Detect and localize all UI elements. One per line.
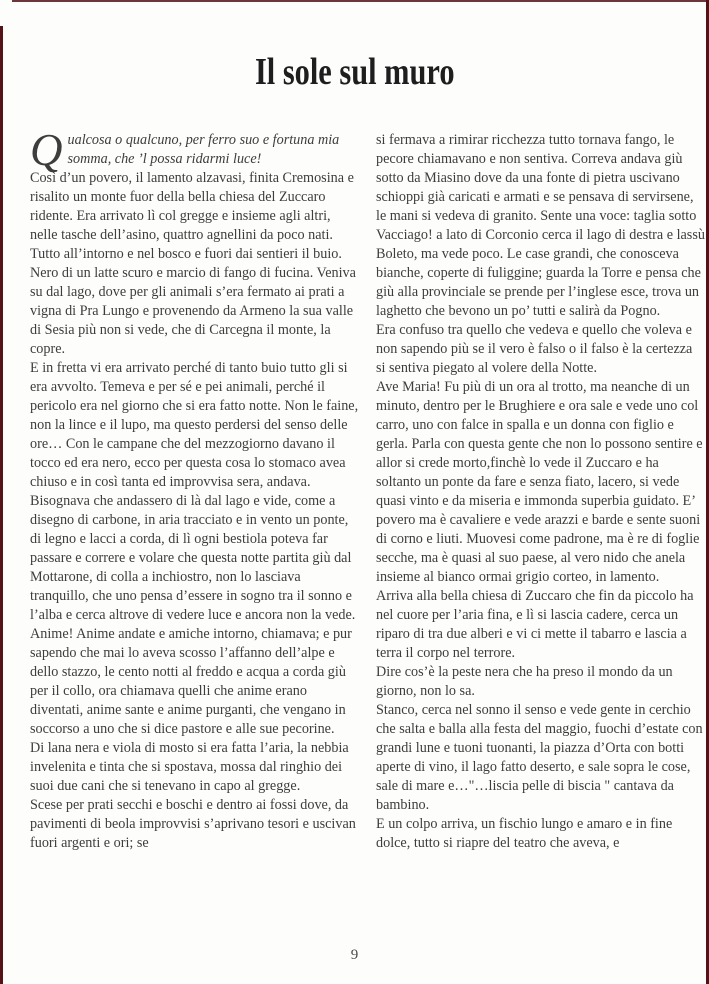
paragraph: Scese per prati secchi e boschi e dentro ai fossi dove, da pavimenti di beola improvvisi s’aprivano tesori e uscivan fuori argenti e ori; se [30,797,356,851]
right-column [376,131,705,853]
opening-paragraph [30,125,359,175]
paragraph: Stanco, cerca nel sonno il senso e vede gente in cerchio che salta e balla alla festa del maggio, fuochi d’estate con grandi lune e tuoni tuonanti, la piazza d’Orta con botti aperte di vino, il lago fatto deserto, e sale sopra le cose, sale di mare e…"…liscia pelle di biscia " cantava da bambino. [376,702,703,813]
opening-italic-text: ualcosa o qualcuno, per ferro suo e fortuna mia somma, che ’l possa ridarmi luce! [67,132,340,167]
paragraph: Tutto all’intorno e nel bosco e fuori dai sentieri il buio. Nero di un latte scuro e marcio di fango di fucina. Veniva su dal lago, dove per gli animali s’era fermato ai prati a vigna di Pra Lungo e provenendo da Armeno la sua valle di Sesia più non si vede, che di Carcegna il monte, la copre. [30,246,356,357]
paragraph: Arriva alla bella chiesa di Zuccaro che fin da piccolo ha nel cuore per l’aria fina, e lì si lascia cadere, cerca un riparo di tra due alberi e vi ci mette il tabarro e lascia a terra il corpo nel terrore. [376,588,694,661]
paragraph: Bisognava che andassero di là dal lago e vide, come a disegno di carbone, in aria tracciato e in vento un ponte, di legno e lacci a corda, di lì ogni bestiola poteva far passare e correre e volare che questa notte partita giù dal Mottarone, di colla a inchiostro, non lo lasciava tranquillo, che uno pensa d’essere in sogno tra il sonno e l’alba e cerca altrove di vedere luce e ancora non la vede. [30,493,356,623]
scan-edge-left [0,26,3,984]
paragraph: si fermava a rimirar ricchezza tutto tornava fango, le pecore chiamavano e non sentiva. Correva andava giù sotto da Miasino dove da una fonte di pietra uscivano schioppi già caricati e armati e se pensava di servirsene, le mani si vedeva di granito. Sente una voce: taglia sotto Vacciago! a lato di Corconio cerca il lago di destra e lassù Boleto, ma vede poco. Le case grandi, che conosceva bianche, coperte di fuliggine; guarda la Torre e pensa che giù alla provinciale se prende per l’inglese esce, trova un laghetto che bevono un po’ tutti e salirà da Pogno. [376,132,705,319]
paragraph: Era confuso tra quello che vedeva e quello che voleva e non sapendo più se il vero è falso o il falso è la certezza si sentiva piegato al volere della Notte. [376,322,693,376]
scan-edge-top [12,0,709,2]
text-columns [30,125,705,853]
paragraph: E in fretta vi era arrivato perché di tanto buio tutto gli si era avvolto. Temeva e per sé e pei animali, perché il pericolo era nel giorno che si era fatto notte. Non le faine, non la lince e il lupo, ma questo perdersi del senso delle ore… Con le campane che del mezzogiorno davano il tocco ed era nero, ecco per questa cosa lo stomaco avea chiuso e in così tanta ed improvvisa sera, andava. [30,360,359,490]
page-number: 9 [350,947,359,963]
paragraph: Anime! Anime andate e amiche intorno, chiamava; e pur sapendo che mai lo aveva scosso l’affanno dell’alpe e dello stazzo, le cento notti al freddo e acqua a corda giù per il collo, ora chiamava quelli che anime erano diventati, anime sante e anime purganti, che vengano in soccorso a uno che si dice pastore e alle sue pecorine. [30,626,352,737]
title-container [0,50,709,94]
paragraph: Ave Maria! Fu più di un ora al trotto, ma neanche di un minuto, dentro per le Brughiere e ora sale e vede uno col carro, uno con falce in spalla e un donna con figlio e gerla. Parla con questa gente che non lo possono sentire e allor si crede morto,finchè lo vede il Zuccaro e ha soltanto un ponte da fare e senza fiato, lacero, si vede quasi vinto e da miseria e immonda superbia guidato. E’ povero ma è cavaliere e vede arazzi e barde e sente suoni di corno e liuti. Muovesi come padrone, ma è re di foglie secche, ma è quasi al suo paese, al vero nido che anela insieme al bianco ormai grigio corteo, in lamento. [376,379,703,585]
paragraph: E un colpo arriva, un fischio lungo e amaro e in fine dolce, tutto si riapre del teatro che aveva, e [376,816,673,851]
paragraph: Di lana nera e viola di mosto si era fatta l’aria, la nebbia invelenita e tinta che si spostava, mossa dal ringhio dei suoi due cani che si tenevano in capo al gregge. [30,740,349,794]
page-title: Il sole sul muro [254,51,455,93]
paragraph: Così d’un povero, il lamento alzavasi, finita Cremosina e risalito un monte fuor della bella chiesa del Zuccaro ridente. Era arrivato lì col gregge e insieme agli altri, nelle tasche dell’asino, quattro agnellini da poco nati. [30,170,354,243]
paragraph: Dire cos’è la peste nera che ha preso il mondo da un giorno, non lo sa. [376,664,673,699]
left-column [30,125,359,853]
dropcap-letter: Q [30,125,63,175]
